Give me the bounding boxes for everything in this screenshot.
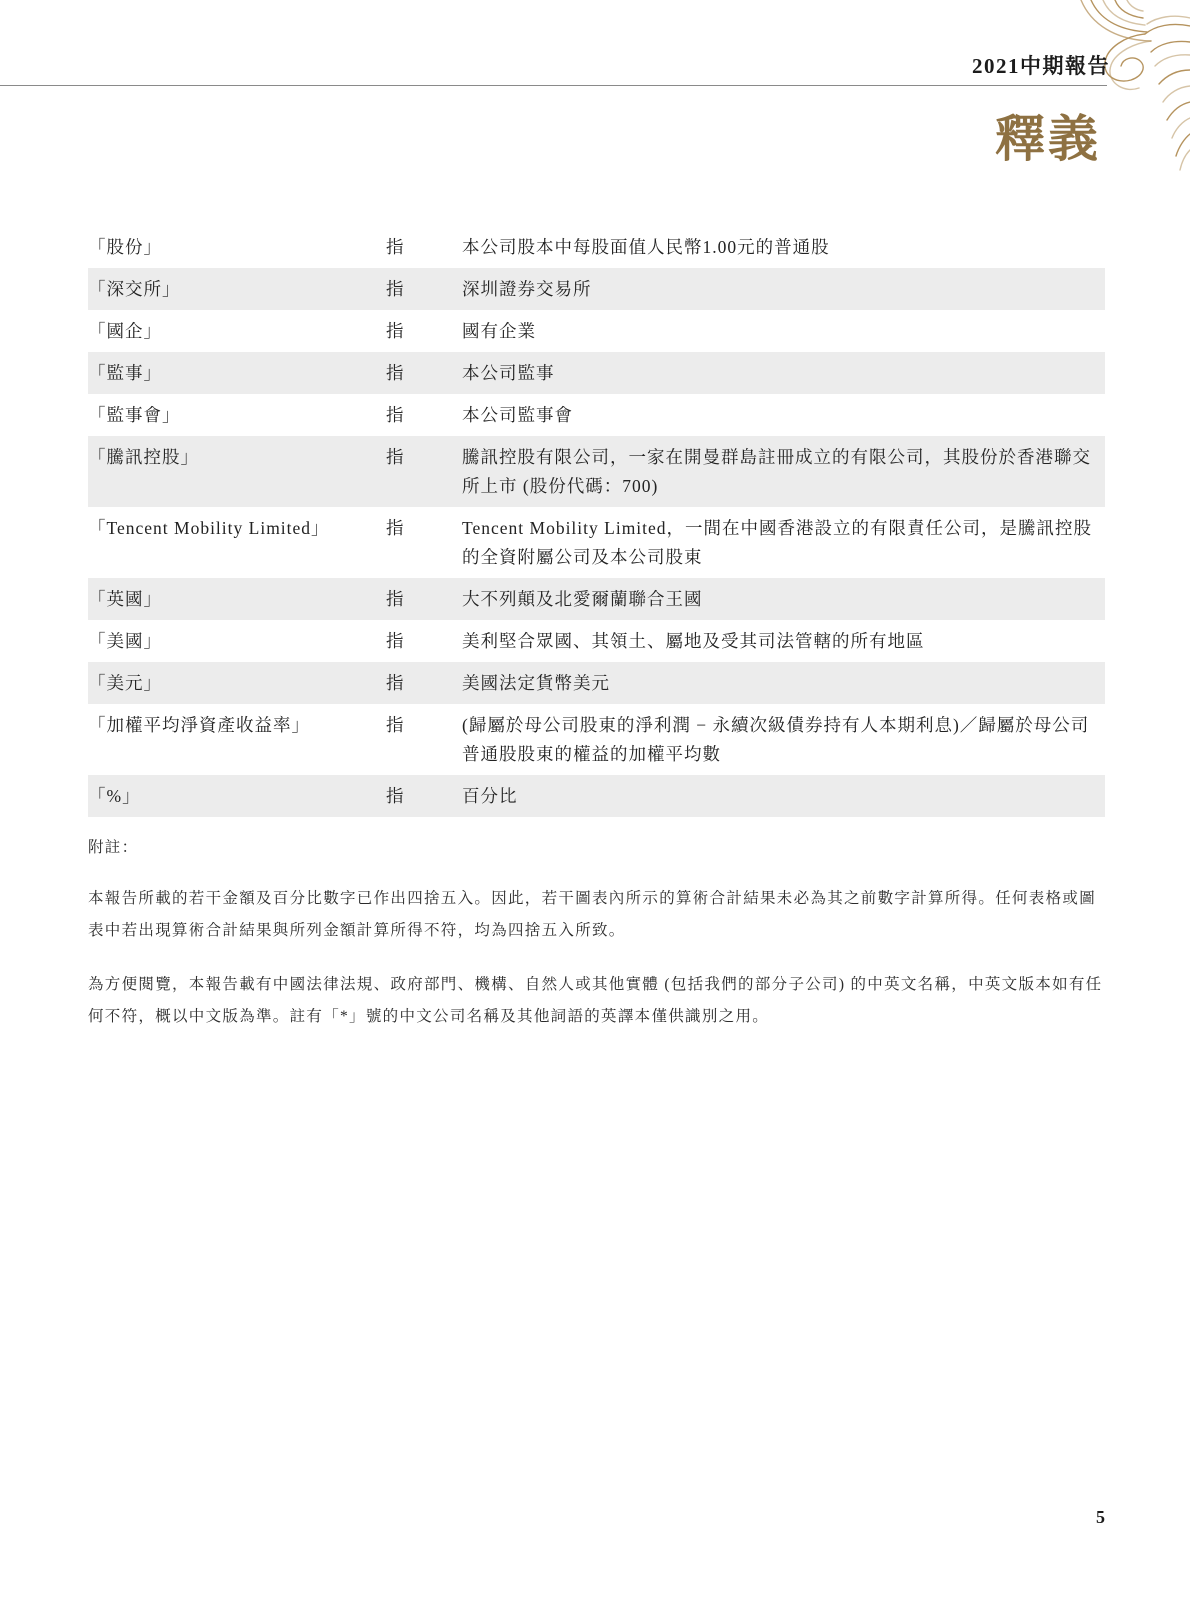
definition-term: 「深交所」 <box>88 278 181 299</box>
definition-term: 「英國」 <box>88 588 162 609</box>
page-number: 5 <box>1096 1507 1105 1527</box>
definition-term: 「%」 <box>88 785 141 806</box>
definition-text: 百分比 <box>462 785 518 806</box>
definition-link-word: 指 <box>386 630 405 651</box>
definition-row <box>88 578 1105 620</box>
definition-term: 「監事」 <box>88 362 162 383</box>
report-title: 2021中期報告 <box>972 54 1110 78</box>
definition-link-word: 指 <box>386 785 405 806</box>
definition-link-word: 指 <box>386 236 405 257</box>
definition-text: 本公司監事 <box>462 362 555 383</box>
definition-row <box>88 507 1105 578</box>
definition-text: 騰訊控股有限公司，一家在開曼群島註冊成立的有限公司，其股份於香港聯交所上市 (股份代碼：700) <box>462 446 1091 496</box>
definition-text: 深圳證券交易所 <box>462 278 592 299</box>
definition-link-word: 指 <box>386 446 405 467</box>
definition-row <box>88 310 1105 352</box>
definition-row <box>88 226 1105 268</box>
definition-row <box>88 352 1105 394</box>
definition-link-word: 指 <box>386 517 405 538</box>
definition-term: 「美元」 <box>88 672 162 693</box>
definition-term: 「騰訊控股」 <box>88 446 199 467</box>
definition-term: 「Tencent Mobility Limited」 <box>88 517 330 538</box>
definition-link-word: 指 <box>386 588 405 609</box>
definition-link-word: 指 <box>386 278 405 299</box>
definition-term: 「股份」 <box>88 236 162 257</box>
definition-row <box>88 268 1105 310</box>
definition-link-word: 指 <box>386 714 405 735</box>
definition-row <box>88 620 1105 662</box>
definition-text: 大不列顛及北愛爾蘭聯合王國 <box>462 588 703 609</box>
notes-section <box>88 836 1105 1032</box>
definition-term: 「國企」 <box>88 320 162 341</box>
definition-row <box>88 775 1105 817</box>
definition-term: 「加權平均淨資產收益率」 <box>88 714 310 735</box>
notes-label: 附註： <box>88 839 139 856</box>
definition-text: 本公司股本中每股面值人民幣1.00元的普通股 <box>462 236 830 257</box>
notes-paragraph: 本報告所載的若干金額及百分比數字已作出四捨五入。因此，若干圖表內所示的算術合計結果未必為其之前數字計算所得。任何表格或圖表中若出現算術合計結果與所列金額計算所得不符，均為四捨五入所致。 <box>88 890 1097 939</box>
definition-row <box>88 704 1105 775</box>
definition-row <box>88 436 1105 507</box>
definition-term: 「美國」 <box>88 630 162 651</box>
definition-text: Tencent Mobility Limited，一間在中國香港設立的有限責任公司，是騰訊控股的全資附屬公司及本公司股東 <box>462 517 1093 567</box>
definition-row <box>88 662 1105 704</box>
page-title: 釋義 <box>995 111 1101 167</box>
notes-paragraph: 為方便閱覽，本報告載有中國法律法規、政府部門、機構、自然人或其他實體 (包括我們的部分子公司) 的中英文名稱，中英文版本如有任何不符，概以中文版為準。註有「*」號的中文公司名稱及其他詞語的英譯本僅供識別之用。 <box>88 976 1103 1025</box>
definitions-table <box>88 226 1105 817</box>
definition-link-word: 指 <box>386 404 405 425</box>
definition-text: 國有企業 <box>462 320 536 341</box>
definition-link-word: 指 <box>386 672 405 693</box>
definition-row <box>88 394 1105 436</box>
definition-link-word: 指 <box>386 362 405 383</box>
definition-text: (歸屬於母公司股東的淨利潤 − 永續次級債券持有人本期利息)／歸屬於母公司普通股股東的權益的加權平均數 <box>462 714 1090 764</box>
definition-link-word: 指 <box>386 320 405 341</box>
definition-text: 美利堅合眾國、其領土、屬地及受其司法管轄的所有地區 <box>462 630 925 651</box>
definition-term: 「監事會」 <box>88 404 181 425</box>
definition-text: 美國法定貨幣美元 <box>462 672 610 693</box>
header-rule <box>0 85 1107 86</box>
definition-text: 本公司監事會 <box>462 404 573 425</box>
